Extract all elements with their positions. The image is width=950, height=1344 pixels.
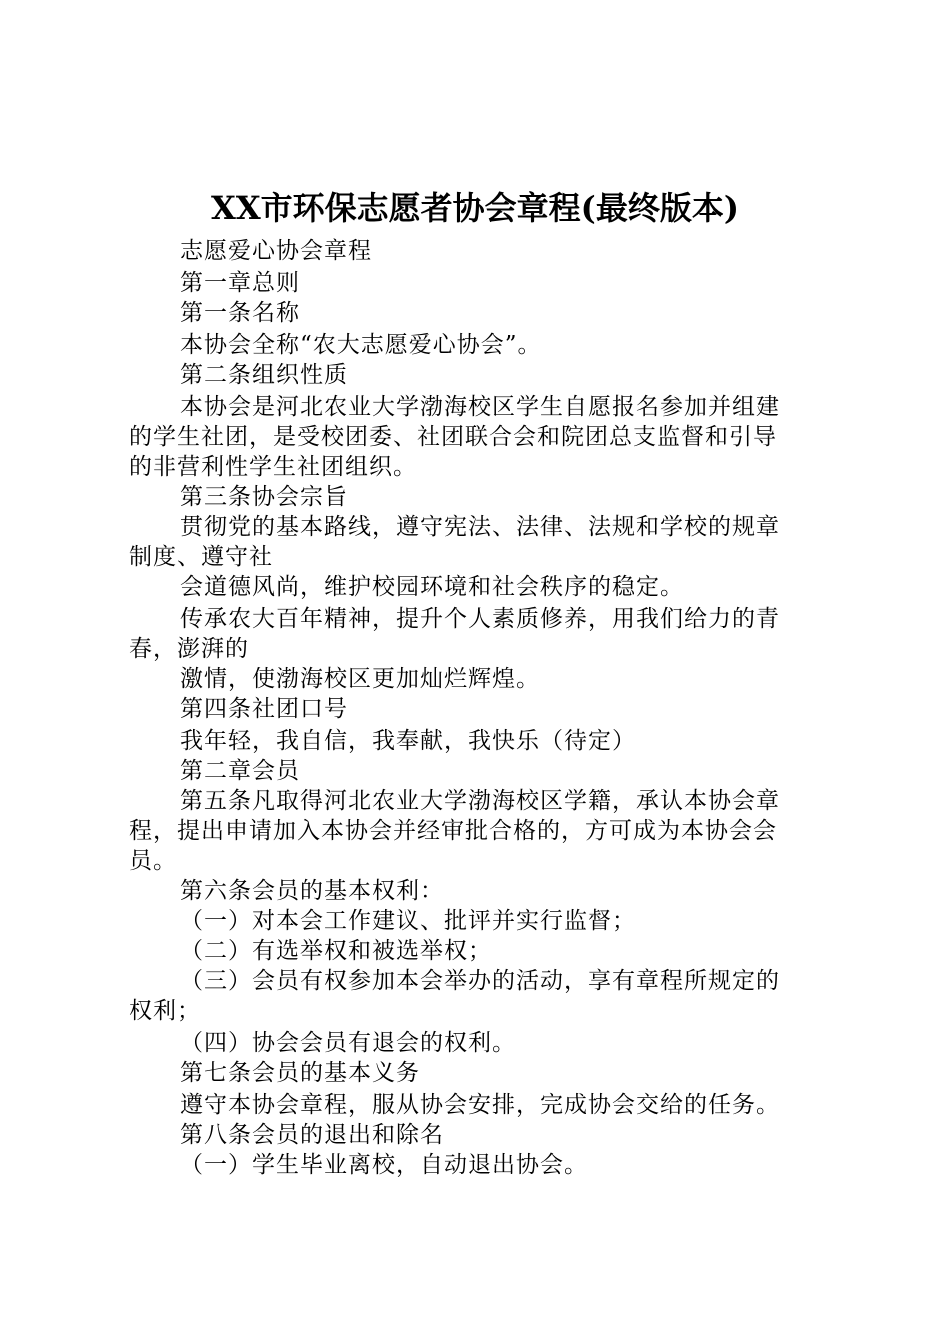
paragraph-line: 第五条凡取得河北农业大学渤海校区学籍，承认本协会章 <box>180 788 780 814</box>
paragraph-line: 贯彻党的基本路线，遵守宪法、法律、法规和学校的规章 <box>180 514 780 540</box>
chapter-heading: 第一章总则 <box>180 270 300 296</box>
paragraph-line: 的非营利性学生社团组织。 <box>129 454 417 480</box>
chapter-heading: 第二章会员 <box>180 758 300 784</box>
list-item: （一）对本会工作建议、批评并实行监督； <box>180 908 636 934</box>
paragraph-line: 权利； <box>129 998 201 1024</box>
paragraph-line: 本协会全称“农大志愿爱心协会”。 <box>180 332 542 358</box>
paragraph-line: 会道德风尚，维护校园环境和社会秩序的稳定。 <box>180 574 684 600</box>
paragraph-line: 志愿爱心协会章程 <box>180 238 372 264</box>
article-heading: 第四条社团口号 <box>180 696 348 722</box>
paragraph-line: 员。 <box>129 848 177 874</box>
article-heading: 第六条会员的基本权利： <box>180 878 444 904</box>
paragraph-line: 春，澎湃的 <box>129 636 249 662</box>
paragraph-line: 程，提出申请加入本协会并经审批合格的，方可成为本协会会 <box>129 818 777 844</box>
paragraph-line: 制度、遵守社 <box>129 544 273 570</box>
paragraph-line: 传承农大百年精神，提升个人素质修养，用我们给力的青 <box>180 606 780 632</box>
list-item: （四）协会会员有退会的权利。 <box>180 1030 516 1056</box>
list-item: （三）会员有权参加本会举办的活动，享有章程所规定的 <box>180 968 780 994</box>
paragraph-line: 本协会是河北农业大学渤海校区学生自愿报名参加并组建 <box>180 394 780 420</box>
document-title: XX市环保志愿者协会章程(最终版本) <box>211 189 739 227</box>
article-heading: 第二条组织性质 <box>180 362 348 388</box>
list-item: （一）学生毕业离校，自动退出协会。 <box>180 1152 588 1178</box>
article-heading: 第七条会员的基本义务 <box>180 1060 420 1086</box>
paragraph-line: 我年轻，我自信，我奉献，我快乐（待定） <box>180 728 636 754</box>
paragraph-line: 的学生社团，是受校团委、社团联合会和院团总支监督和引导 <box>129 424 777 450</box>
article-heading: 第八条会员的退出和除名 <box>180 1122 444 1148</box>
article-heading: 第三条协会宗旨 <box>180 484 348 510</box>
list-item: （二）有选举权和被选举权； <box>180 938 492 964</box>
paragraph-line: 激情，使渤海校区更加灿烂辉煌。 <box>180 666 540 692</box>
article-heading: 第一条名称 <box>180 300 300 326</box>
paragraph-line: 遵守本协会章程，服从协会安排，完成协会交给的任务。 <box>180 1092 780 1118</box>
